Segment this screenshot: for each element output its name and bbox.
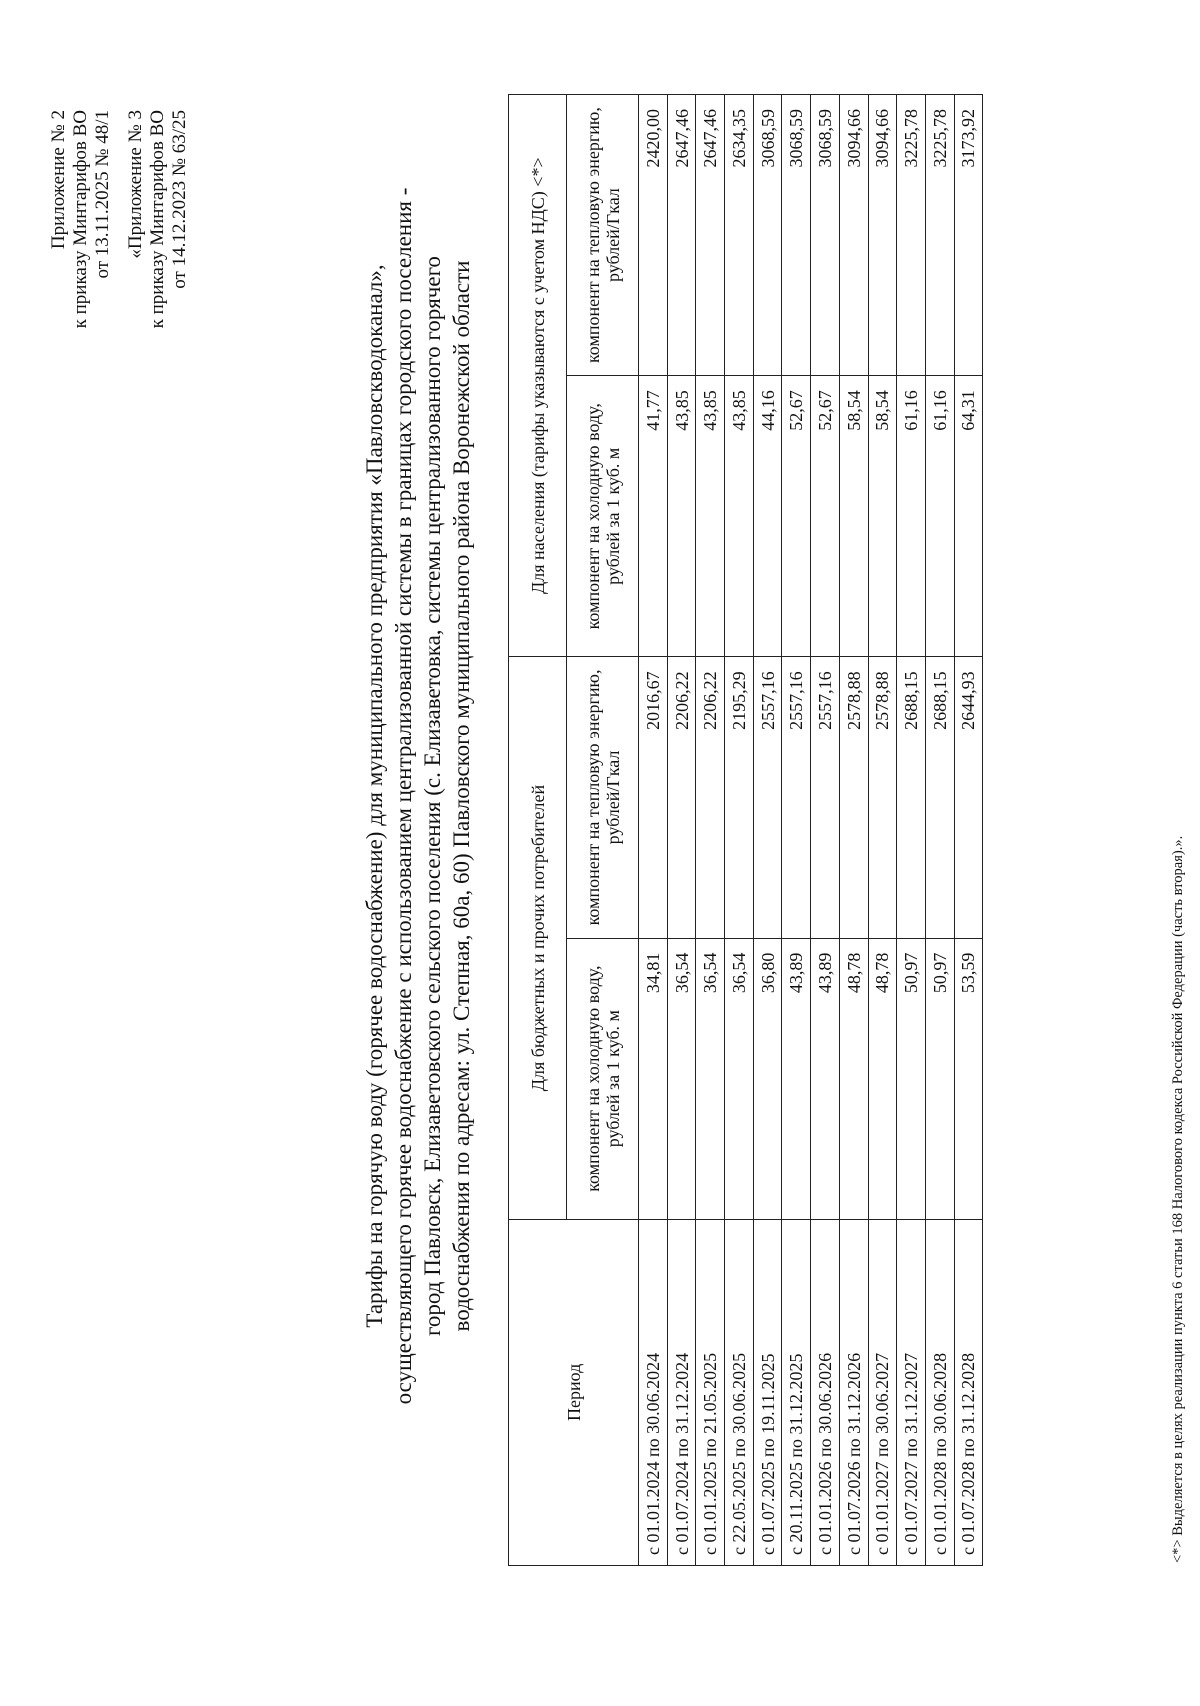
table-row <box>925 95 954 1566</box>
table-row <box>725 95 754 1566</box>
budget-water-cell: 48,78 <box>868 938 897 1219</box>
period-header: Период <box>509 1219 639 1565</box>
budget-heat-cell: 2195,29 <box>725 657 754 938</box>
budget-water-header: компонент на холодную воду, рублей за 1 куб. м <box>567 938 639 1219</box>
table-row <box>811 95 840 1566</box>
title-line-4: водоснабжения по адресам: ул. Степная, 60а, 60) Павловского муниципального района Воронежской области <box>449 260 474 1332</box>
budget-water-cell: 36,54 <box>696 938 725 1219</box>
table-row <box>782 95 811 1566</box>
population-water-cell: 58,54 <box>839 376 868 657</box>
period-cell: с 01.07.2026 по 31.12.2026 <box>839 1219 868 1565</box>
table-header-row-1 <box>509 95 567 1566</box>
period-cell: с 01.01.2027 по 30.06.2027 <box>868 1219 897 1565</box>
population-heat-cell: 3068,59 <box>811 95 840 376</box>
population-heat-cell: 3094,66 <box>839 95 868 376</box>
population-heat-cell: 3068,59 <box>782 95 811 376</box>
population-water-cell: 64,31 <box>954 376 983 657</box>
annex-2-header <box>48 110 114 328</box>
population-water-cell: 43,85 <box>696 376 725 657</box>
group-budget-header: Для бюджетных и прочих потребителей <box>509 657 567 1219</box>
title-line-1: Тарифы на горячую воду (горячее водоснабжение) для муниципального предприятия «Павловскводоканал», <box>362 264 387 1328</box>
population-heat-header: компонент на тепловую энергию, рублей/Гкал <box>567 95 639 376</box>
annex-3-line-2: к приказу Минтарифов ВО <box>147 110 168 329</box>
population-water-cell: 58,54 <box>868 376 897 657</box>
population-water-cell: 52,67 <box>811 376 840 657</box>
annex-3-header <box>125 110 191 328</box>
population-water-cell: 43,85 <box>667 376 696 657</box>
budget-water-cell: 36,54 <box>725 938 754 1219</box>
annex-2-line-1: Приложение № 2 <box>48 110 69 250</box>
budget-heat-cell: 2206,22 <box>696 657 725 938</box>
budget-water-cell: 48,78 <box>839 938 868 1219</box>
budget-water-cell: 50,97 <box>897 938 926 1219</box>
budget-water-cell: 43,89 <box>782 938 811 1219</box>
population-water-cell: 61,16 <box>897 376 926 657</box>
budget-heat-cell: 2206,22 <box>667 657 696 938</box>
population-heat-cell: 3225,78 <box>897 95 926 376</box>
period-cell: с 01.07.2028 по 31.12.2028 <box>954 1219 983 1565</box>
budget-heat-cell: 2688,15 <box>897 657 926 938</box>
table-row <box>897 95 926 1566</box>
budget-heat-cell: 2688,15 <box>925 657 954 938</box>
period-cell: с 01.01.2025 по 21.05.2025 <box>696 1219 725 1565</box>
budget-water-cell: 53,59 <box>954 938 983 1219</box>
budget-heat-cell: 2016,67 <box>639 657 668 938</box>
budget-water-cell: 36,80 <box>753 938 782 1219</box>
group-population-header: Для населения (тарифы указываются с учетом НДС) <*> <box>509 95 567 657</box>
table-row <box>839 95 868 1566</box>
footnote: <*> Выделяется в целях реализации пункта 6 статьи 168 Налогового кодекса Российской Федерации (часть вторая).». <box>1170 835 1186 1563</box>
document-title <box>360 136 476 1456</box>
period-cell: с 20.11.2025 по 31.12.2025 <box>782 1219 811 1565</box>
budget-heat-cell: 2557,16 <box>753 657 782 938</box>
annex-2-line-3: от 13.11.2025 № 48/1 <box>92 110 113 279</box>
period-cell: с 01.07.2027 по 31.12.2027 <box>897 1219 926 1565</box>
table-row <box>954 95 983 1566</box>
period-cell: с 22.05.2025 по 30.06.2025 <box>725 1219 754 1565</box>
title-line-3: город Павловск, Елизаветовского сельского поселения (с. Елизаветовка, системы централизованного горячего <box>420 256 445 1336</box>
budget-water-cell: 43,89 <box>811 938 840 1219</box>
population-water-header: компонент на холодную воду, рублей за 1 куб. м <box>567 376 639 657</box>
annex-3-line-1: «Приложение № 3 <box>125 110 146 259</box>
tariff-table <box>508 94 983 1566</box>
population-water-cell: 52,67 <box>782 376 811 657</box>
budget-water-cell: 34,81 <box>639 938 668 1219</box>
title-line-2: осуществляющего горячее водоснабжение с использованием централизованной системы в границах городского поселения - <box>391 187 416 1405</box>
population-heat-cell: 2647,46 <box>696 95 725 376</box>
population-heat-cell: 3068,59 <box>753 95 782 376</box>
budget-heat-cell: 2578,88 <box>868 657 897 938</box>
table-body <box>639 95 983 1566</box>
budget-water-cell: 50,97 <box>925 938 954 1219</box>
annex-2-line-2: к приказу Минтарифов ВО <box>70 110 91 329</box>
population-water-cell: 41,77 <box>639 376 668 657</box>
population-heat-cell: 2420,00 <box>639 95 668 376</box>
population-heat-cell: 2647,46 <box>667 95 696 376</box>
budget-heat-header: компонент на тепловую энергию, рублей/Гкал <box>567 657 639 938</box>
population-heat-cell: 3094,66 <box>868 95 897 376</box>
table-row <box>696 95 725 1566</box>
period-cell: с 01.01.2026 по 30.06.2026 <box>811 1219 840 1565</box>
budget-water-cell: 36,54 <box>667 938 696 1219</box>
budget-heat-cell: 2644,93 <box>954 657 983 938</box>
budget-heat-cell: 2557,16 <box>811 657 840 938</box>
population-water-cell: 43,85 <box>725 376 754 657</box>
population-water-cell: 61,16 <box>925 376 954 657</box>
period-cell: с 01.07.2025 по 19.11.2025 <box>753 1219 782 1565</box>
population-water-cell: 44,16 <box>753 376 782 657</box>
budget-heat-cell: 2578,88 <box>839 657 868 938</box>
population-heat-cell: 3173,92 <box>954 95 983 376</box>
table-row <box>667 95 696 1566</box>
period-cell: с 01.01.2028 по 30.06.2028 <box>925 1219 954 1565</box>
population-heat-cell: 2634,35 <box>725 95 754 376</box>
table-row <box>868 95 897 1566</box>
annex-3-line-3: от 14.12.2023 № 63/25 <box>169 110 190 289</box>
period-cell: с 01.07.2024 по 31.12.2024 <box>667 1219 696 1565</box>
table-row <box>753 95 782 1566</box>
period-cell: с 01.01.2024 по 30.06.2024 <box>639 1219 668 1565</box>
budget-heat-cell: 2557,16 <box>782 657 811 938</box>
table-row <box>639 95 668 1566</box>
population-heat-cell: 3225,78 <box>925 95 954 376</box>
